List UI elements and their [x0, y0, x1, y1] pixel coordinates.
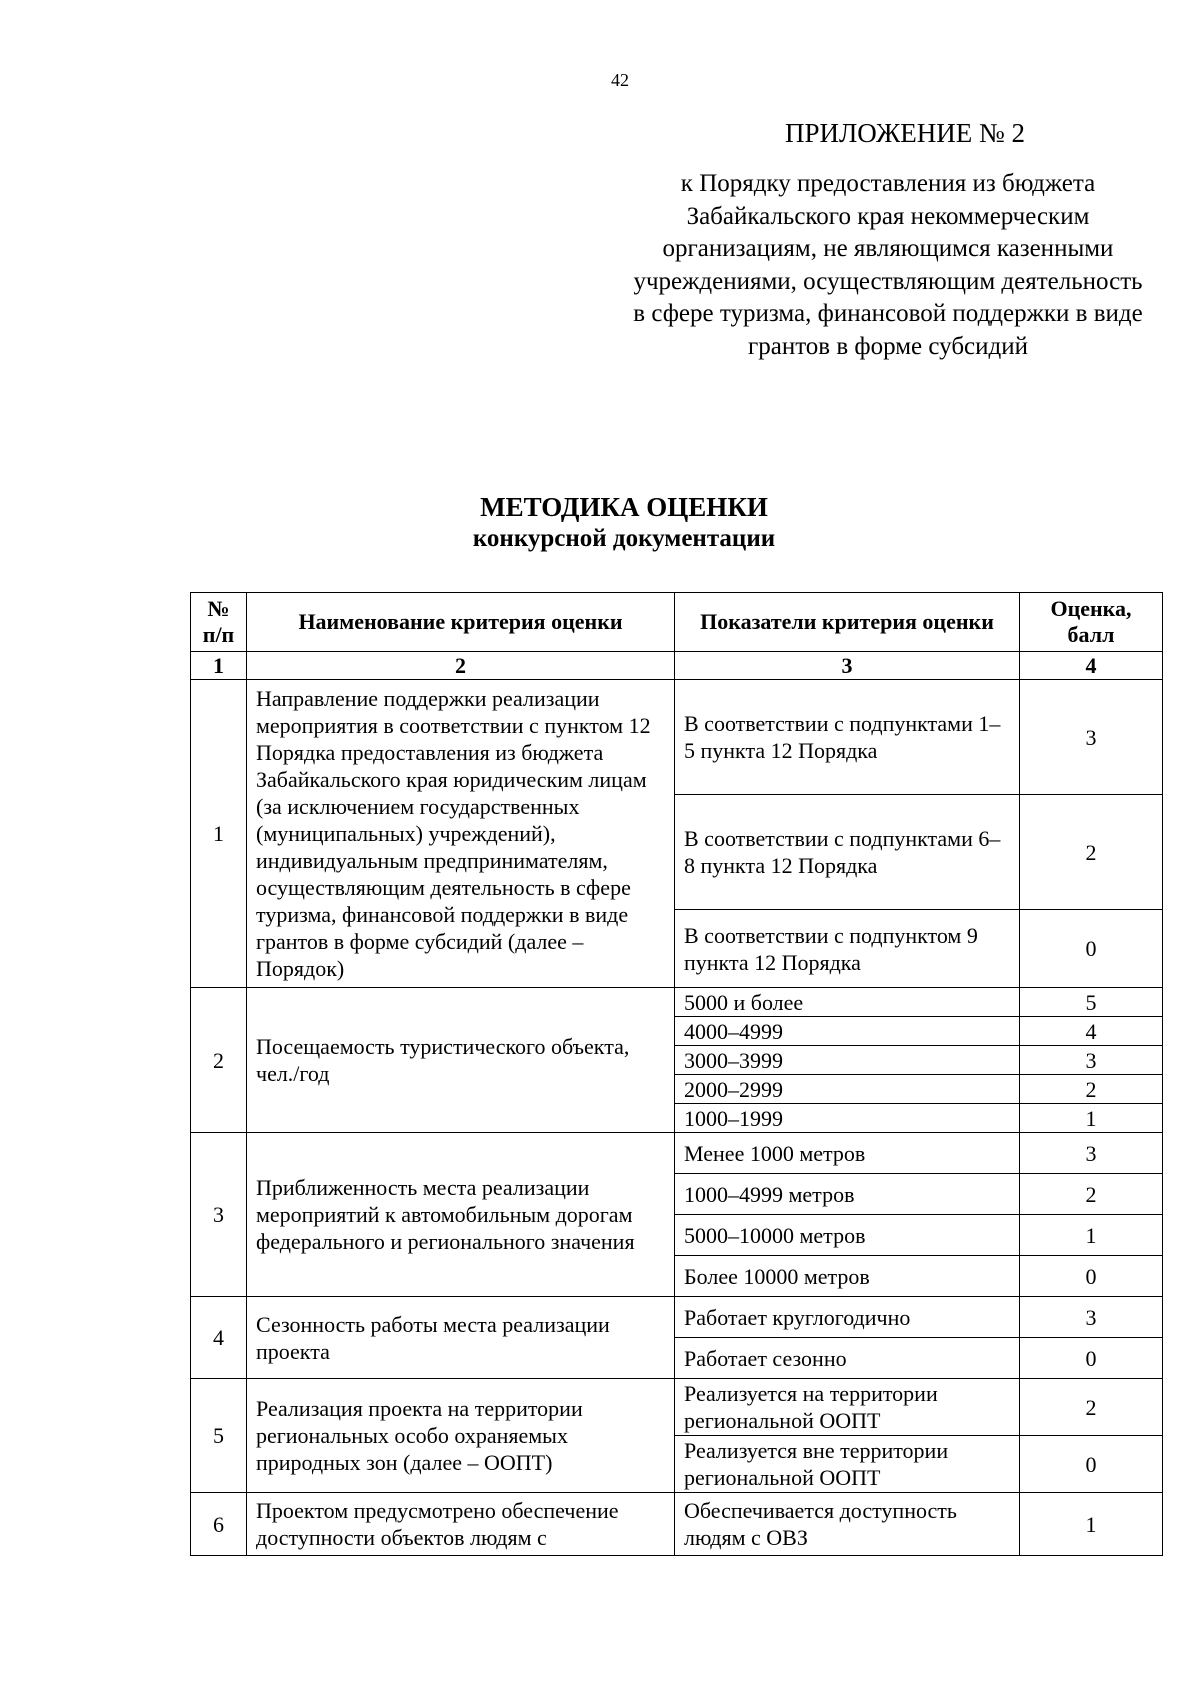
score: 1: [1020, 1493, 1163, 1556]
score: 2: [1020, 1075, 1163, 1104]
score: 0: [1020, 1338, 1163, 1379]
score: 2: [1020, 1174, 1163, 1215]
score: 3: [1020, 1133, 1163, 1174]
column-index: 3: [675, 652, 1020, 680]
criterion-number: 2: [191, 988, 247, 1133]
indicator: Работает сезонно: [675, 1338, 1020, 1379]
indicator: Более 10000 метров: [675, 1256, 1020, 1297]
criterion-name: Проектом предусмотрено обеспечение доступности объектов людям с: [247, 1493, 675, 1556]
score: 3: [1020, 1297, 1163, 1338]
table-row: [191, 1297, 1163, 1338]
indicator: Реализуется вне территории региональной ООПТ: [675, 1436, 1020, 1493]
indicator: Работает круглогодично: [675, 1297, 1020, 1338]
table-row: [191, 1493, 1163, 1556]
indicator: Реализуется на территории региональной ООПТ: [675, 1379, 1020, 1436]
score: 2: [1020, 795, 1163, 910]
indicator: 1000–4999 метров: [675, 1174, 1020, 1215]
table-header-row: [191, 593, 1163, 652]
column-index: 4: [1020, 652, 1163, 680]
indicator: 5000 и более: [675, 988, 1020, 1017]
appendix-text: к Порядку предоставления из бюджета Забайкальского края некоммерческим организациям, не являющимся казенными учреждениями, осуществляющим деятельность в сфере туризма, финансовой поддержки в виде грантов в форме субсидий: [633, 170, 1143, 360]
indicator: Обеспечивается доступность людям с ОВЗ: [675, 1493, 1020, 1556]
header-criterion: Наименование критерия оценки: [247, 593, 675, 652]
score: 0: [1020, 1256, 1163, 1297]
criteria-table: [190, 592, 1163, 1556]
score: 3: [1020, 1046, 1163, 1075]
criterion-name: Реализация проекта на территории региональных особо охраняемых природных зон (далее – ООПТ): [247, 1379, 675, 1493]
criterion-name: Приближенность места реализации мероприятий к автомобильным дорогам федерального и регионального значения: [247, 1133, 675, 1297]
column-index-row: [191, 652, 1163, 680]
criterion-number: 3: [191, 1133, 247, 1297]
indicator: В соответствии с подпунктами 6–8 пункта 12 Порядка: [675, 795, 1020, 910]
column-index: 1: [191, 652, 247, 680]
table-row: [191, 680, 1163, 795]
score: 0: [1020, 1436, 1163, 1493]
table-row: [191, 1379, 1163, 1436]
indicator: 5000–10000 метров: [675, 1215, 1020, 1256]
table-row: [191, 1133, 1163, 1174]
indicator: Менее 1000 метров: [675, 1133, 1020, 1174]
header-num: № п/п: [191, 593, 247, 652]
criterion-name: Посещаемость туристического объекта, чел./год: [247, 988, 675, 1133]
score: 2: [1020, 1379, 1163, 1436]
criterion-number: 4: [191, 1297, 247, 1379]
document-title: МЕТОДИКА ОЦЕНКИ: [480, 492, 768, 522]
indicator: 4000–4999: [675, 1017, 1020, 1046]
criterion-number: 5: [191, 1379, 247, 1493]
indicator: 2000–2999: [675, 1075, 1020, 1104]
document-subtitle: конкурсной документации: [472, 525, 776, 552]
column-index: 2: [247, 652, 675, 680]
header-score: Оценка, балл: [1020, 593, 1163, 652]
table-row: [191, 988, 1163, 1017]
criterion-number: 6: [191, 1493, 247, 1556]
score: 5: [1020, 988, 1163, 1017]
criterion-name: Направление поддержки реализации мероприятия в соответствии с пунктом 12 Порядка предоставления из бюджета Забайкальского края юридическим лицам (за исключением государственных (муниципальных) учреждений), индивидуальным предпринимателям, осуществляющим деятельность в сфере туризма, финансовой поддержки в виде грантов в форме субсидий (далее – Порядок): [247, 680, 675, 988]
score: 3: [1020, 680, 1163, 795]
appendix-title: ПРИЛОЖЕНИЕ № 2: [784, 118, 1026, 148]
header-indicators: Показатели критерия оценки: [675, 593, 1020, 652]
score: 1: [1020, 1215, 1163, 1256]
score: 1: [1020, 1104, 1163, 1133]
criterion-number: 1: [191, 680, 247, 988]
indicator: 1000–1999: [675, 1104, 1020, 1133]
page-number: 42: [611, 70, 629, 90]
criterion-name: Сезонность работы места реализации проекта: [247, 1297, 675, 1379]
score: 4: [1020, 1017, 1163, 1046]
indicator: В соответствии с подпунктом 9 пункта 12 Порядка: [675, 910, 1020, 988]
indicator: 3000–3999: [675, 1046, 1020, 1075]
score: 0: [1020, 910, 1163, 988]
indicator: В соответствии с подпунктами 1–5 пункта 12 Порядка: [675, 680, 1020, 795]
